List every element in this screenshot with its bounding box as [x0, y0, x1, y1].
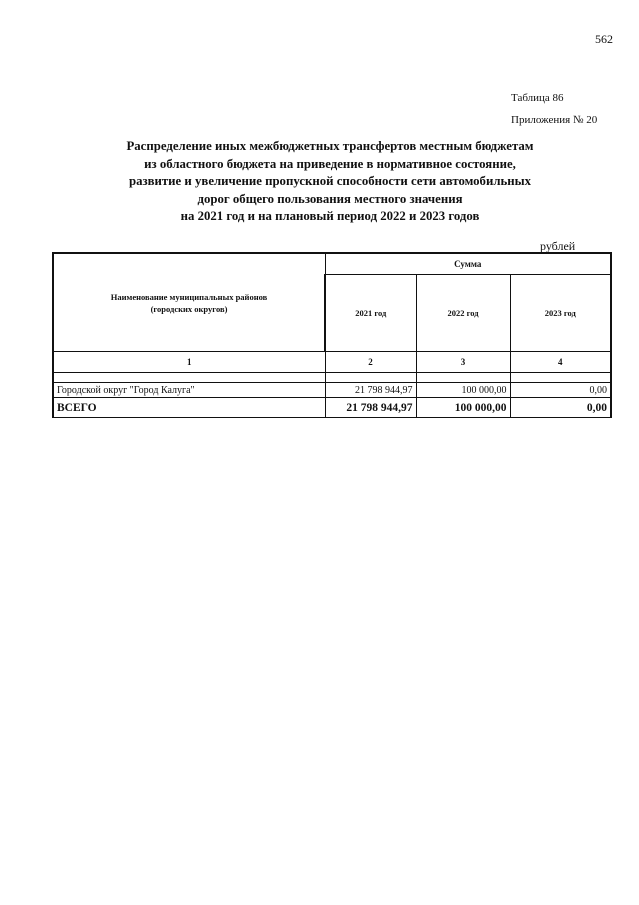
units-label: рублей — [540, 239, 576, 253]
header-sum: Сумма — [325, 253, 611, 275]
title-line: из областного бюджета на приведение в нормативное состояние, — [144, 156, 516, 171]
title-line: Распределение иных межбюджетных трансфертов местным бюджетам — [126, 139, 534, 153]
amount-2023: 0,00 — [510, 383, 611, 398]
total-2021: 21 798 944,97 — [325, 398, 416, 418]
appendix-reference: Приложения № 20 — [511, 114, 598, 126]
total-2023: 0,00 — [510, 398, 611, 418]
header-name-line: Наименование муниципальных районов — [110, 291, 268, 302]
spacer-cell — [416, 373, 510, 383]
municipality-name: Городской округ "Город Калуга" — [53, 383, 325, 398]
spacer-cell — [510, 373, 611, 383]
total-2022: 100 000,00 — [416, 398, 510, 418]
page-number: 562 — [595, 32, 613, 46]
spacer-cell — [53, 373, 325, 383]
header-year-2021: 2021 год — [325, 275, 416, 352]
total-row — [53, 398, 611, 418]
column-number: 3 — [416, 352, 510, 373]
title-line: на 2021 год и на плановый период 2022 и 2023 годов — [180, 209, 480, 224]
header-year-2022: 2022 год — [416, 275, 510, 352]
header-municipality-name — [53, 253, 325, 352]
table-reference: Таблица 86 — [511, 92, 564, 104]
title-line: дорог общего пользования местного значения — [197, 191, 463, 206]
total-label: ВСЕГО — [53, 398, 325, 418]
column-number: 4 — [510, 352, 611, 373]
amount-2021: 21 798 944,97 — [325, 383, 416, 398]
spacer-row — [53, 373, 611, 383]
column-number: 1 — [53, 352, 325, 373]
table-row — [53, 383, 611, 398]
budget-table — [52, 252, 612, 418]
title-line: развитие и увеличение пропускной способности сети автомобильных — [128, 174, 532, 189]
spacer-cell — [325, 373, 416, 383]
document-title — [90, 138, 570, 226]
amount-2022: 100 000,00 — [416, 383, 510, 398]
column-numbers-row — [53, 352, 611, 373]
header-row — [53, 253, 611, 275]
column-number: 2 — [325, 352, 416, 373]
header-year-2023: 2023 год — [510, 275, 611, 352]
header-name-line: (городских округов) — [150, 303, 228, 314]
